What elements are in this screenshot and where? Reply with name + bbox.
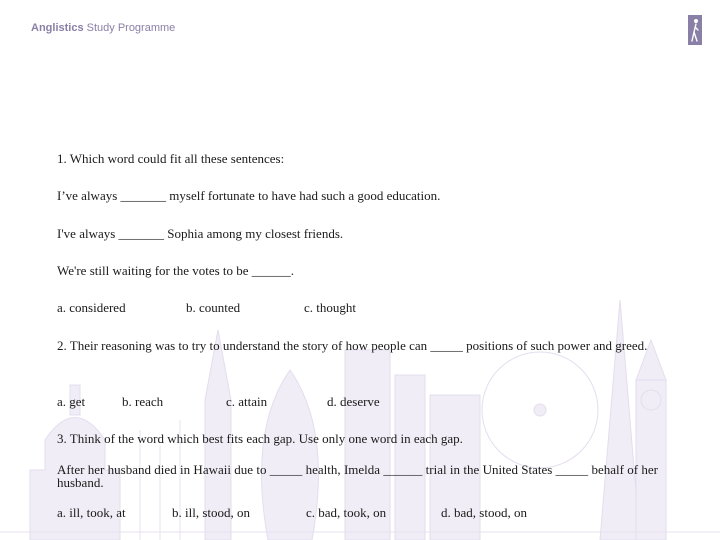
question-3-option-a: a. ill, took, at	[57, 505, 126, 520]
question-1-prompt: 1. Which word could fit all these sentences:	[57, 151, 285, 166]
question-3-prompt: 3. Think of the word which best fits each gap. Use only one word in each gap.	[57, 431, 463, 446]
question-1-option-a: a. considered	[57, 300, 126, 315]
question-3-option-b: b. ill, stood, on	[172, 505, 251, 520]
question-2-prompt: 2. Their reasoning was to try to understand the story of how people can _____ positions of such power and greed.	[57, 338, 648, 353]
question-1-option-c: c. thought	[304, 300, 356, 315]
question-3-option-c: c. bad, took, on	[306, 505, 387, 520]
question-3-sentence: After her husband died in Hawaii due to _____ health, Imelda ______ trial in the United States _____ behalf of her husband.	[57, 462, 658, 490]
programme-subtitle: Study Programme	[83, 22, 176, 34]
question-3-option-d: d. bad, stood, on	[441, 505, 527, 520]
question-1-sentence-3: We're still waiting for the votes to be ______.	[57, 263, 295, 278]
question-2-option-c: c. attain	[226, 394, 268, 409]
question-1-sentence-2: I've always _______ Sophia among my closest friends.	[57, 226, 344, 241]
question-2-option-b: b. reach	[122, 394, 164, 409]
brand-name: Anglistics	[31, 22, 84, 34]
question-1-sentence-1: I’ve always _______ myself fortunate to have had such a good education.	[57, 188, 441, 203]
question-2-option-a: a. get	[57, 394, 86, 409]
question-1-option-b: b. counted	[186, 300, 241, 315]
question-2-option-d: d. deserve	[327, 394, 380, 409]
